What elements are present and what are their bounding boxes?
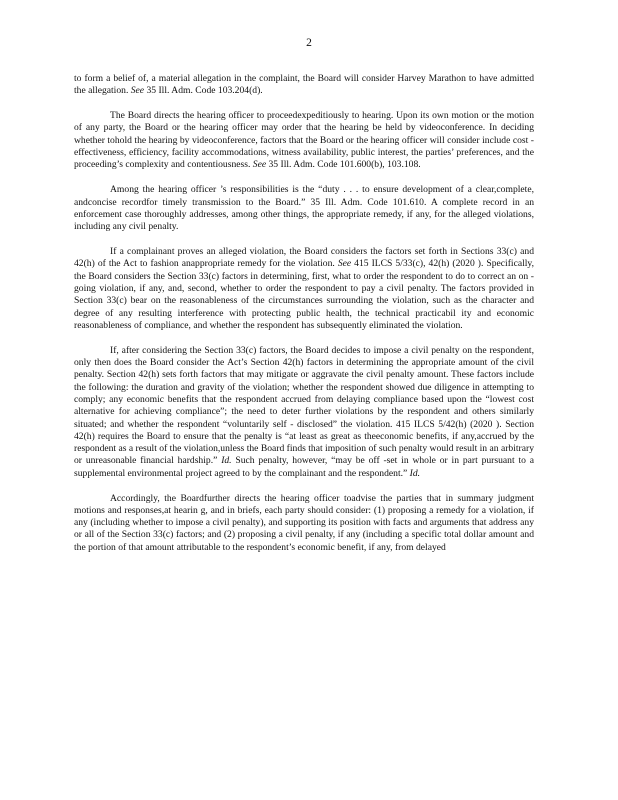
paragraph-text: to form a belief of, a material allegation in the complaint, the Board will consider Harvey Marathon to have admitted the allegation. (74, 73, 534, 97)
citation-signal: See (130, 85, 145, 97)
citation-signal: See (252, 159, 267, 171)
document-body (74, 73, 534, 567)
paragraph-parties-directions (74, 493, 534, 554)
paragraph-text: If a complainant proves an alleged violation, the Board considers the factors set forth in Sections 33(c) and 42(h) of the Act to fashion anappropriate remedy for the violation. (74, 246, 534, 270)
paragraph-text: 415 ILCS 5/33(c), 42(h) (2020 ). Specifically, the Board considers the Section 33(c) factors in determining, first, what to order the respondent to do to correct an on - going violation, if any, and, second, whether to order the respondent to pay a civil penalty. The factors provided in Section 33(c) bear on the reasonableness of the circumstances surrounding the violation, such as the character and degree of any resulting interference with protecting public health, the technical practicabil ity and economic reasonableness of compliance, and whether the respondent has subsequently eliminated the violation. (74, 258, 535, 331)
paragraph-default-allegations (74, 73, 534, 98)
paragraph-hearing-videoconference (74, 110, 534, 171)
paragraph-text: If, after considering the Section 33(c) factors, the Board decides to impose a civil penalty on the respondent, only then does the Board consider the Act’s Section 42(h) factors in determining the appropriate amount of the civil penalty. Section 42(h) sets forth factors that may mitigate or aggravate the civil penalty amount. These factors include the following: the duration and gravity of the violation; whether the respondent showed due diligence in attempting to comply; any economic benefits that the respondent accrued from delaying compliance based upon the “lowest cost alternative for achieving compliance”; the need to deter further violations by the respondent and others similarly situated; and whether the respondent “voluntarily self - disclosed” the violation. 415 ILCS 5/42(h) (2020 ). Section 42(h) requires the Board to ensure that the penalty is “at least as great as theeconomic benefits, if any,accrued by the respondent as a result of the violation,unless the Board finds that imposition of such penalty would result in an arbitrary or unreasonable financial hardship.” (74, 344, 534, 467)
paragraph-section-42h-penalty (74, 345, 534, 480)
page-number: 2 (306, 37, 312, 49)
paragraph-text: Accordingly, the Boardfurther directs the hearing officer toadvise the parties that in summary judgment motions and responses,at hearin g, and in briefs, each party should consider: (1) proposing a remedy for a violation, if any (including whether to impose a civil penalty), and supporting its position with facts and arguments that address any or all of the Section 33(c) factors; and (2) proposing a civil penalty, if any (including a specific total dollar amount and the portion of that amount attributable to the respondent’s economic benefit, if any, from delayed (74, 492, 534, 553)
paragraph-hearing-officer-duties (74, 184, 534, 233)
paragraph-text: The Board directs the hearing officer to proceedexpeditiously to hearing. Upon its own motion or the motion of any party, the Board or the hearing officer may order that the hearing be held by videoconference. In deciding whether tohold the hearing by videoconference, factors that the Board or the hearing officer will consider include cost - effectiveness, efficiency, facility accommodations, witness availability, public interest, the parties’ preferences, and the proceeding’s complexity and contentiousness. (74, 110, 534, 171)
citation-signal: Id. (409, 467, 421, 479)
citation-signal: See (337, 258, 352, 270)
paragraph-section-33c-factors (74, 246, 534, 332)
paragraph-text: 35 Ill. Adm. Code 103.204(d). (144, 85, 263, 97)
paragraph-text: Such penalty, however, “may be off -set in whole or in part pursuant to a supplemental environmental project agreed to by the complainant and the respondent.” (74, 455, 534, 479)
citation-signal: Id. (221, 455, 232, 467)
paragraph-text: Among the hearing officer ’s responsibilities is the “duty . . . to ensure development of a clear,complete, andconcise recordfor timely transmission to the Board.” 35 Ill. Adm. Code 101.610. A complete record in an enforcement case thoroughly addresses, among other things, the appropriate remedy, if any, for the alleged violations, including any civil penalty. (74, 184, 534, 233)
paragraph-text: 35 Ill. Adm. Code 101.600(b), 103.108. (266, 159, 421, 171)
